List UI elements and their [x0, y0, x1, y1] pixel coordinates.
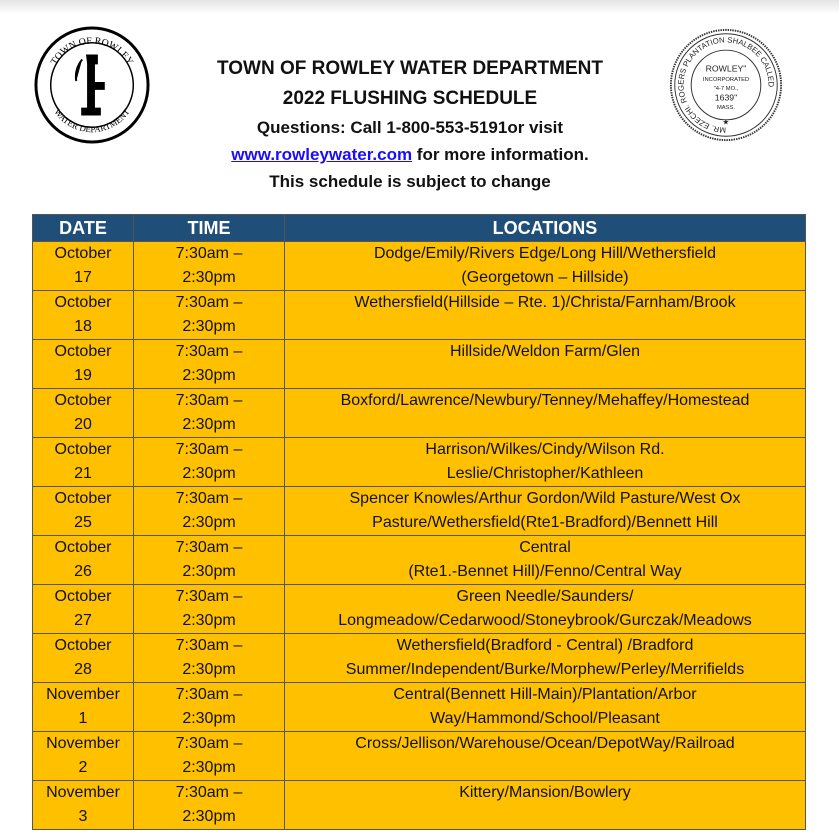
locations-line-1: Central [519, 539, 571, 556]
table-row [33, 487, 806, 536]
locations-line-2: (Rte1.-Bennet Hill)/Fenno/Central Way [408, 563, 682, 580]
website-link[interactable]: www.rowleywater.com [231, 145, 413, 164]
date-cell [33, 487, 134, 536]
time-start: 7:30am – [175, 539, 243, 556]
locations-line-1: Spencer Knowles/Arthur Gordon/Wild Pasture/West Ox [349, 490, 741, 507]
locations-cell [285, 438, 806, 487]
top-shade [0, 0, 839, 14]
svg-text:1639": 1639" [714, 92, 738, 103]
time-end: 2:30pm [182, 808, 236, 825]
info-line [160, 145, 660, 165]
time-cell [134, 291, 285, 340]
locations-cell [285, 389, 806, 438]
locations-line-1: Hillside/Weldon Farm/Glen [450, 343, 640, 360]
date-day: 3 [78, 808, 88, 825]
svg-text:WATER DEPARTMENT: WATER DEPARTMENT [52, 106, 132, 135]
table-row [33, 683, 806, 732]
table-row [33, 634, 806, 683]
date-day: 18 [74, 318, 92, 335]
locations-line-2: Summer/Independent/Burke/Morphew/Perley/Merrifields [345, 661, 745, 678]
table-header-row [33, 215, 806, 242]
svg-text:★: ★ [722, 117, 730, 127]
time-start: 7:30am – [175, 784, 243, 801]
locations-cell [285, 340, 806, 389]
locations-cell [285, 634, 806, 683]
date-month: October [54, 343, 112, 360]
page-title: TOWN OF ROWLEY WATER DEPARTMENT [217, 58, 603, 79]
questions-text: Questions: Call 1-800-553-5191or visit [256, 118, 564, 137]
table-row [33, 732, 806, 781]
date-day: 25 [74, 514, 92, 531]
time-start: 7:30am – [175, 245, 243, 262]
time-end: 2:30pm [182, 318, 236, 335]
locations-line-1: Boxford/Lawrence/Newbury/Tenney/Mehaffey/Homestead [340, 392, 750, 409]
time-start: 7:30am – [175, 294, 243, 311]
time-start: 7:30am – [175, 392, 243, 409]
info-suffix: for more information. [412, 145, 589, 164]
locations-cell [285, 585, 806, 634]
locations-cell [285, 683, 806, 732]
time-end: 2:30pm [182, 269, 236, 286]
time-cell [134, 438, 285, 487]
table-row [33, 438, 806, 487]
date-cell [33, 438, 134, 487]
time-end: 2:30pm [182, 759, 236, 776]
date-day: 19 [74, 367, 92, 384]
table-row [33, 291, 806, 340]
locations-line-1: Green Needle/Saunders/ [456, 588, 634, 605]
page-subtitle: 2022 FLUSHING SCHEDULE [282, 88, 538, 109]
time-start: 7:30am – [175, 637, 243, 654]
time-cell [134, 389, 285, 438]
locations-cell [285, 242, 806, 291]
locations-line-1: Cross/Jellison/Warehouse/Ocean/DepotWay/Railroad [355, 735, 735, 752]
time-start: 7:30am – [175, 686, 243, 703]
locations-line-2: Pasture/Wethersfield(Rte1-Bradford)/Bennett Hill [372, 514, 718, 531]
locations-line-2: Way/Hammond/School/Pleasant [430, 710, 660, 727]
date-month: November [46, 735, 120, 752]
time-start: 7:30am – [175, 735, 243, 752]
svg-text:MR. EZECHI. ROGERS PLANTATION: MR. EZECHI. ROGERS PLANTATION SHALBEE CALLED [676, 35, 776, 135]
date-day: 2 [78, 759, 88, 776]
locations-line-1: Wethersfield(Hillside – Rte. 1)/Christa/Farnham/Brook [354, 294, 736, 311]
date-month: November [46, 686, 120, 703]
header-locations: LOCATIONS [285, 215, 806, 242]
svg-text:INCORPORATED: INCORPORATED [702, 77, 750, 84]
date-day: 27 [74, 612, 92, 629]
time-end: 2:30pm [182, 367, 236, 384]
time-cell [134, 487, 285, 536]
date-month: November [46, 784, 120, 801]
svg-text:ROWLEY": ROWLEY" [705, 63, 747, 74]
time-cell [134, 634, 285, 683]
locations-line-2: (Georgetown – Hillside) [461, 269, 629, 286]
date-month: October [54, 588, 112, 605]
date-cell [33, 683, 134, 732]
locations-cell [285, 732, 806, 781]
time-end: 2:30pm [182, 514, 236, 531]
time-start: 7:30am – [175, 490, 243, 507]
svg-text:"4-7 MO.,: "4-7 MO., [713, 85, 739, 92]
date-day: 20 [74, 416, 92, 433]
time-start: 7:30am – [175, 441, 243, 458]
time-end: 2:30pm [182, 416, 236, 433]
date-month: October [54, 441, 112, 458]
time-cell [134, 732, 285, 781]
date-cell [33, 781, 134, 830]
time-cell [134, 340, 285, 389]
date-cell [33, 340, 134, 389]
time-start: 7:30am – [175, 588, 243, 605]
time-start: 7:30am – [175, 343, 243, 360]
locations-line-1: Kittery/Mansion/Bowlery [459, 784, 631, 801]
time-end: 2:30pm [182, 563, 236, 580]
time-cell [134, 536, 285, 585]
date-month: October [54, 245, 112, 262]
date-month: October [54, 637, 112, 654]
date-day: 28 [74, 661, 92, 678]
date-day: 21 [74, 465, 92, 482]
header-date: DATE [33, 215, 134, 242]
date-day: 17 [74, 269, 92, 286]
table-row [33, 242, 806, 291]
time-cell [134, 781, 285, 830]
date-month: October [54, 539, 112, 556]
date-month: October [54, 490, 112, 507]
locations-cell [285, 781, 806, 830]
date-month: October [54, 392, 112, 409]
locations-line-2: Leslie/Christopher/Kathleen [446, 465, 644, 482]
date-cell [33, 634, 134, 683]
locations-line-2: Longmeadow/Cedarwood/Stoneybrook/Gurczak/Meadows [338, 612, 752, 629]
water-department-logo [33, 26, 151, 144]
header-time: TIME [134, 215, 285, 242]
locations-cell [285, 487, 806, 536]
date-cell [33, 389, 134, 438]
locations-line-1: Central(Bennett Hill-Main)/Plantation/Arbor [393, 686, 697, 703]
time-end: 2:30pm [182, 710, 236, 727]
time-end: 2:30pm [182, 661, 236, 678]
svg-text:TOWN OF ROWLEY: TOWN OF ROWLEY [48, 35, 136, 68]
time-cell [134, 683, 285, 732]
date-cell [33, 536, 134, 585]
table-row [33, 781, 806, 830]
flushing-schedule-table [32, 214, 806, 830]
date-day: 26 [74, 563, 92, 580]
locations-cell [285, 536, 806, 585]
town-seal [668, 27, 784, 143]
time-end: 2:30pm [182, 465, 236, 482]
date-day: 1 [78, 710, 88, 727]
locations-line-1: Harrison/Wilkes/Cindy/Wilson Rd. [425, 441, 665, 458]
date-month: October [54, 294, 112, 311]
date-cell [33, 291, 134, 340]
time-cell [134, 585, 285, 634]
locations-line-1: Wethersfield(Bradford - Central) /Bradford [396, 637, 694, 654]
locations-line-1: Dodge/Emily/Rivers Edge/Long Hill/Wethersfield [373, 245, 717, 262]
time-cell [134, 242, 285, 291]
table-row [33, 585, 806, 634]
date-cell [33, 732, 134, 781]
date-cell [33, 585, 134, 634]
time-end: 2:30pm [182, 612, 236, 629]
table-row [33, 536, 806, 585]
table-row [33, 340, 806, 389]
table-row [33, 389, 806, 438]
schedule-note: This schedule is subject to change [269, 172, 551, 191]
locations-cell [285, 291, 806, 340]
date-cell [33, 242, 134, 291]
svg-text:MASS.: MASS. [716, 105, 736, 112]
